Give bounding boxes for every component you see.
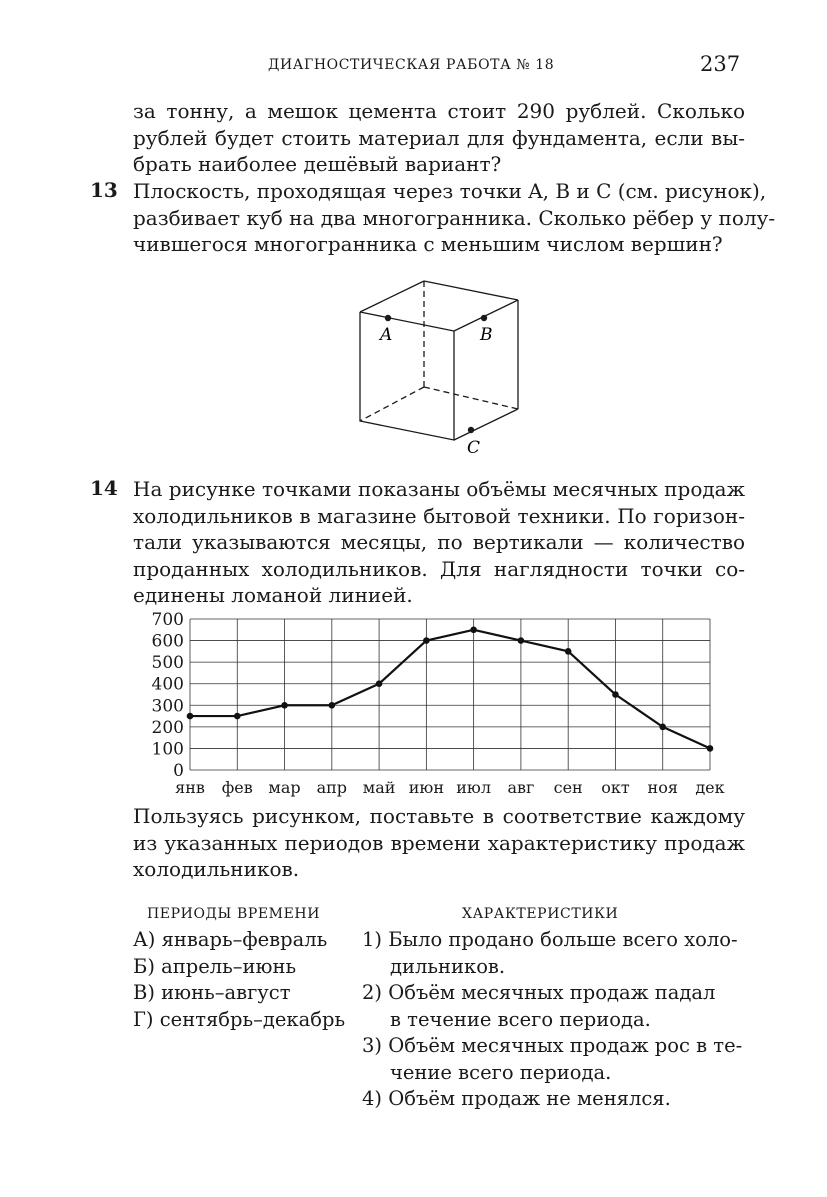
data-point-май [376,680,383,687]
continuation-text [133,98,745,178]
text-line: Пользуясь рисунком, поставьте в соответствие каждому [133,804,745,828]
data-point-дек [707,745,714,752]
data-point-апр [329,702,336,709]
y-tick-label: 500 [151,653,184,674]
x-tick-label: янв [175,778,205,797]
x-tick-label: май [362,778,396,797]
data-point-июн [423,637,430,644]
text-line: разбивает куб на два многогранника. Сколько рёбер у полу- [133,205,776,230]
period-item [133,954,345,981]
periods-list [133,927,345,1033]
characteristic-text: Объём месячных продаж рос в те- [388,1034,743,1057]
x-tick-label: дек [695,778,725,797]
x-tick-label: апр [316,778,348,797]
running-header-title: ДИАГНОСТИЧЕСКАЯ РАБОТА № 18 [268,57,555,73]
characteristics-header: ХАРАКТЕРИСТИКИ [462,906,619,922]
text-line: проданных холодильников. Для наглядности точки со- [133,556,745,581]
point-a [385,315,391,321]
period-text: июнь–август [161,981,291,1004]
text-line: чившегося многогранника с меньшим числом вершин? [133,232,723,256]
periods-header: ПЕРИОДЫ ВРЕМЕНИ [147,906,321,922]
text-line: холодильников. [133,857,300,881]
y-tick-label: 400 [151,674,184,695]
text-line: рублей будет стоить материал для фундамента, если вы- [133,125,745,150]
data-point-июл [470,626,477,633]
text-line: из указанных периодов времени характеристику продаж [133,830,745,855]
characteristic-label: 2) [362,981,383,1004]
y-tick-label: 600 [151,631,184,652]
period-item [133,927,345,954]
characteristic-text: Объём месячных продаж падал [388,981,716,1004]
period-item [133,1007,345,1034]
sales-series-line [190,630,710,749]
data-point-мар [281,702,288,709]
x-tick-label: сен [553,778,583,797]
text-line: единены ломаной линией. [133,583,413,607]
characteristic-item [362,1033,747,1060]
text-line: за тонну, а мешок цемента стоит 290 рублей. Сколько [133,99,745,123]
characteristic-text: Объём продаж не менялся. [388,1087,671,1110]
data-point-фев [234,713,241,720]
text-line: тали указываются месяцы, по вертикали — количество [133,530,745,554]
characteristic-item-continuation: чение всего периода. [390,1060,612,1084]
characteristic-item [362,927,747,954]
period-label: Г) [133,1007,154,1031]
text-line: брать наиболее дешёвый вариант? [133,152,502,176]
x-tick-label: июн [408,778,444,797]
question-14-instructions [133,803,745,883]
y-tick-label: 100 [151,739,184,760]
text-line: На рисунке точками показаны объёмы месячных продаж [133,477,745,501]
data-point-янв [187,713,194,720]
label-c: C [467,438,481,458]
characteristic-item [362,1086,747,1113]
y-tick-label: 200 [151,717,184,738]
characteristics-list [362,927,747,1113]
text-line: Плоскость, проходящая через точки A, B и C (см. рисунок), [133,179,767,203]
point-c [468,427,474,433]
characteristic-item-continuation: дильников. [390,954,506,978]
cube-front-face [360,312,454,440]
text-line: холодильников в магазине бытовой техники. По горизон- [133,503,745,528]
period-item [133,980,345,1007]
characteristic-label: 1) [362,928,383,951]
cube-figure [340,270,540,460]
period-label: А) [133,928,156,951]
period-text: апрель–июнь [161,954,297,978]
question-14-text [133,476,745,609]
question-13-text [133,178,776,258]
x-tick-label: фев [221,778,253,797]
period-text: январь–февраль [161,928,328,951]
period-label: В) [133,981,155,1004]
characteristic-label: 3) [362,1034,383,1057]
x-tick-label: ноя [647,778,678,797]
label-b: B [480,325,493,345]
x-tick-label: авг [507,778,535,797]
characteristic-item [362,980,747,1007]
characteristic-text: Было продано больше всего холо- [388,928,738,951]
label-a: A [380,325,393,345]
x-tick-label: окт [601,778,630,797]
data-point-окт [612,691,619,698]
period-label: Б) [133,954,155,978]
y-tick-label: 0 [173,761,184,781]
question-13-number: 13 [90,178,118,202]
x-tick-label: мар [268,778,301,797]
sales-line-chart [130,605,750,805]
data-point-авг [518,637,525,644]
characteristic-item-continuation: в течение всего периода. [390,1007,651,1031]
period-text: сентябрь–декабрь [159,1007,346,1031]
point-b [481,315,487,321]
data-point-ноя [659,724,666,731]
x-tick-label: июл [456,778,492,797]
y-tick-label: 300 [151,696,184,717]
question-14-number: 14 [90,476,118,500]
page-number: 237 [700,52,741,76]
data-point-сен [565,648,572,655]
characteristic-label: 4) [362,1087,383,1110]
y-tick-label: 700 [151,610,184,630]
